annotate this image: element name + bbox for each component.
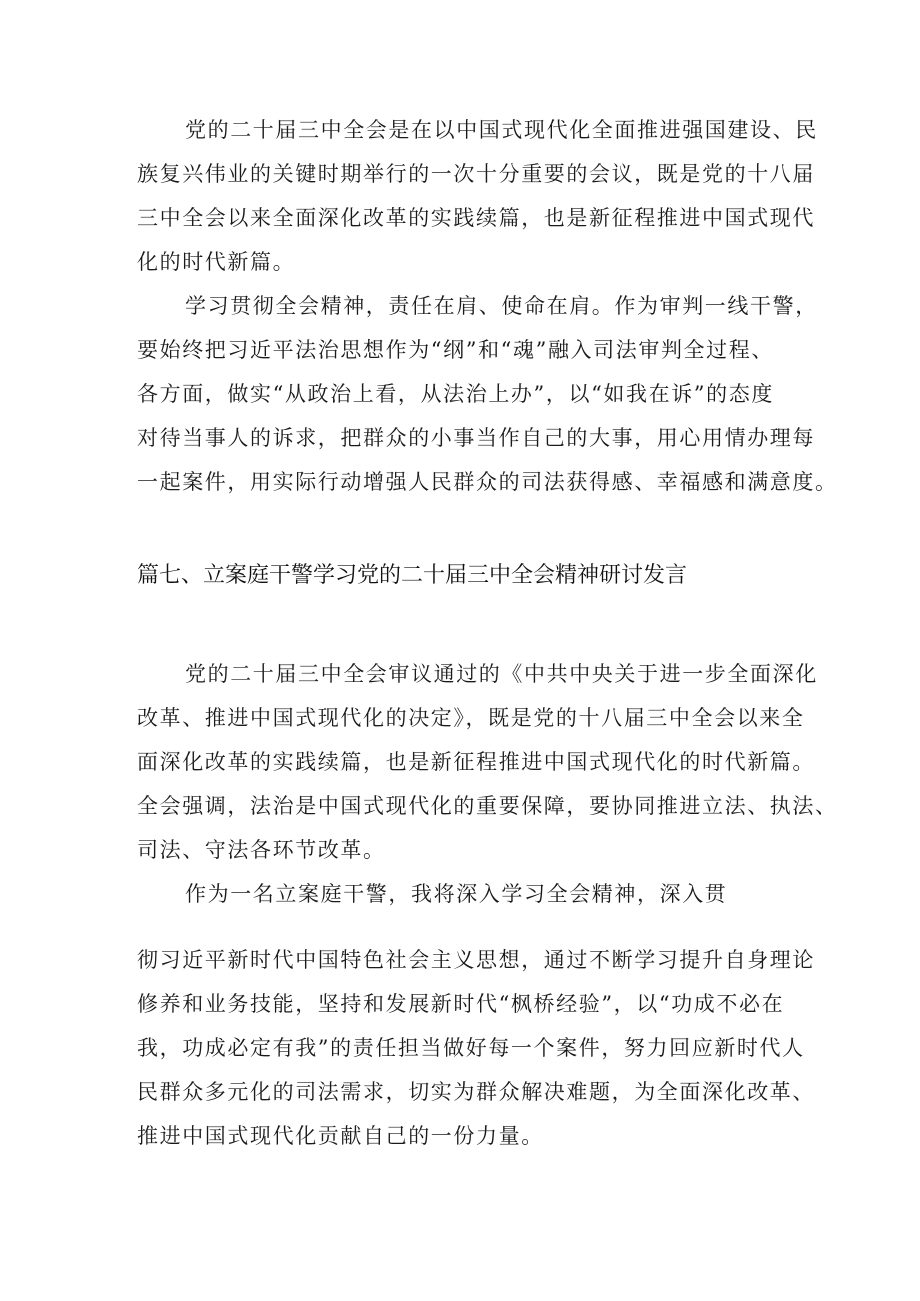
paragraph-line: 化的时代新篇。 [137,250,296,274]
paragraph-line: 司法、守法各环节改革。 [137,838,386,862]
paragraph-line: 各方面，做实“从政治上看，从法治上办”，以“如我在诉”的态度 [137,382,774,406]
paragraph-line: 一起案件，用实际行动增强人民群众的司法获得感、幸福感和满意度。 [137,470,838,494]
paragraph-line: 学习贯彻全会精神，责任在肩、使命在肩。作为审判一线干警， [185,294,818,318]
paragraph-line: 彻习近平新时代中国特色社会主义思想，通过不断学习提升自身理论 [137,948,815,972]
section-heading: 篇七、立案庭干警学习党的二十届三中全会精神研讨发言 [137,563,688,588]
paragraph-line: 党的二十届三中全会是在以中国式现代化全面推进强国建设、民 [185,118,818,142]
paragraph-line: 族复兴伟业的关键时期举行的一次十分重要的会议，既是党的十八届 [137,162,815,186]
paragraph-line: 要始终把习近平法治思想作为“纲”和“魂”融入司法审判全过程、 [137,338,774,362]
paragraph-line: 全会强调，法治是中国式现代化的重要保障，要协同推进立法、执法、 [137,794,838,818]
paragraph-line: 党的二十届三中全会审议通过的《中共中央关于进一步全面深化 [185,662,818,686]
paragraph-line: 修养和业务技能，坚持和发展新时代“枫桥经验”，以“功成不必在 [137,992,785,1016]
paragraph-line: 面深化改革的实践续篇，也是新征程推进中国式现代化的时代新篇。 [137,750,815,774]
paragraph-line: 民群众多元化的司法需求，切实为群众解决难题，为全面深化改革、 [137,1080,815,1104]
paragraph-line: 推进中国式现代化贡献自己的一份力量。 [137,1124,544,1148]
paragraph-line: 对待当事人的诉求，把群众的小事当作自己的大事，用心用情办理每 [137,426,815,450]
paragraph-line: 三中全会以来全面深化改革的实践续篇，也是新征程推进中国式现代 [137,206,815,230]
paragraph-line: 我，功成必定有我”的责任担当做好每一个案件，努力回应新时代人 [137,1036,805,1060]
paragraph-line: 作为一名立案庭干警，我将深入学习全会精神，深入贯 [185,882,728,906]
paragraph-line: 改革、推进中国式现代化的决定》，既是党的十八届三中全会以来全 [137,706,805,730]
